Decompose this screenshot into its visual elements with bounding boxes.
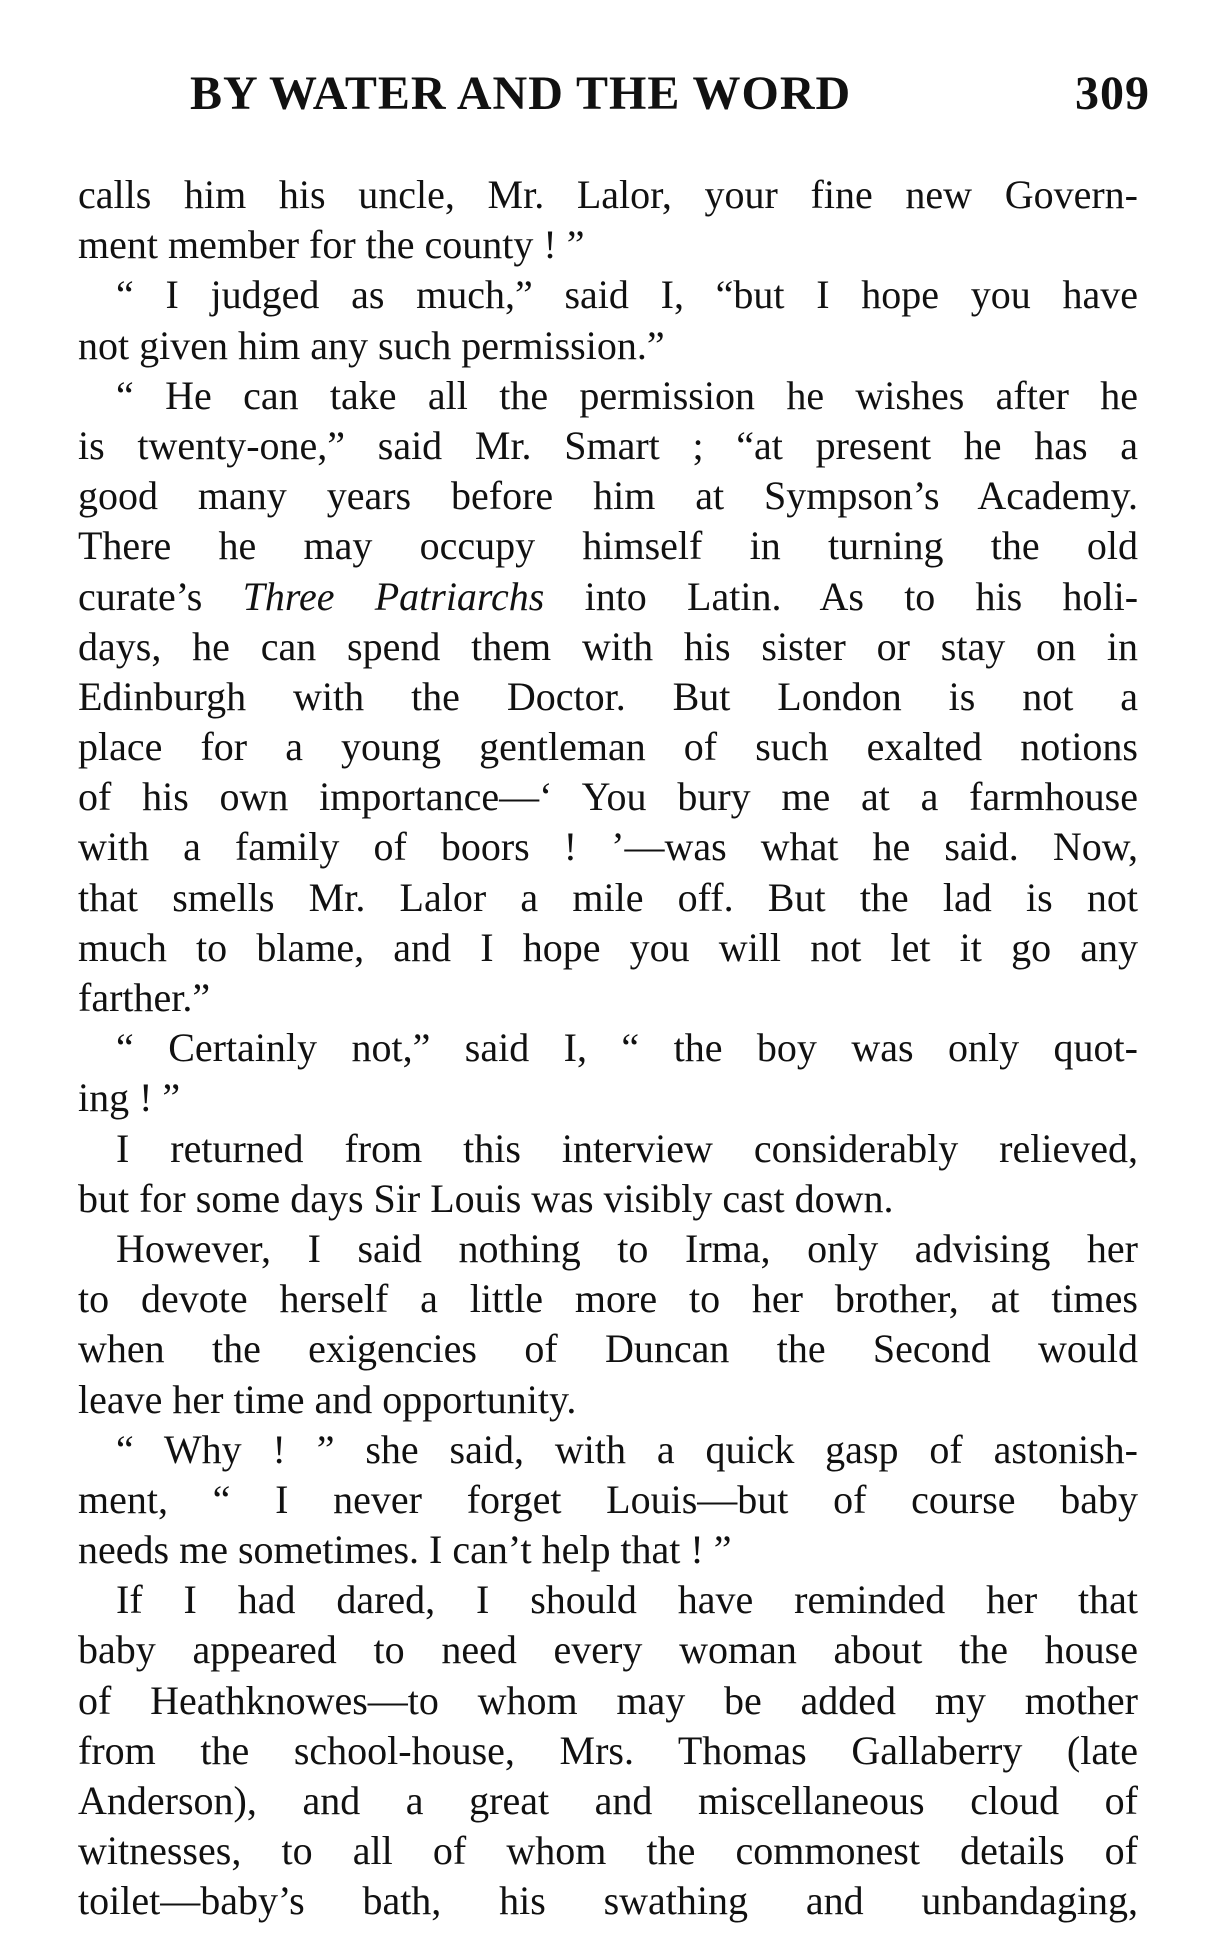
- text-line: that smells Mr. Lalor a mile off. But the lad is not: [78, 874, 1138, 920]
- text-line: However, I said nothing to Irma, only advising her: [116, 1225, 1138, 1271]
- text-line: from the school-house, Mrs. Thomas Gallaberry (late: [78, 1727, 1138, 1773]
- text-line: baby appeared to need every woman about the house: [78, 1627, 1138, 1673]
- text-line: witnesses, to all of whom the commonest details of: [78, 1828, 1138, 1874]
- text-line: ment, “ I never forget Louis—but of course baby: [78, 1476, 1138, 1522]
- text-segment: curate’s: [78, 573, 243, 619]
- running-head-title: BY WATER AND THE WORD: [190, 67, 852, 120]
- text-line: of his own importance—‘ You bury me at a farmhouse: [78, 774, 1138, 820]
- text-line: [78, 572, 1138, 622]
- text-line: I returned from this interview considerably relieved,: [116, 1125, 1138, 1171]
- text-line: Anderson), and a great and miscellaneous cloud of: [78, 1778, 1138, 1823]
- text-line: “ He can take all the permission he wishes after he: [116, 372, 1138, 418]
- text-line: of Heathknowes—to whom may be added my mother: [78, 1677, 1138, 1723]
- text-line: ment member for the county ! ”: [78, 222, 585, 268]
- running-head: [190, 66, 1150, 126]
- text-line: needs me sometimes. I can’t help that ! ”: [78, 1527, 732, 1573]
- text-segment: into Latin. As to his holi-: [544, 573, 1139, 619]
- text-line: “ Why ! ” she said, with a quick gasp of astonish-: [116, 1426, 1138, 1472]
- text-line: good many years before him at Sympson’s Academy.: [78, 473, 1138, 519]
- text-line: ing ! ”: [78, 1075, 181, 1121]
- text-line: place for a young gentleman of such exalted notions: [78, 724, 1138, 770]
- text-line: leave her time and opportunity.: [78, 1376, 577, 1422]
- text-line: If I had dared, I should have reminded her that: [116, 1577, 1138, 1623]
- text-line: when the exigencies of Duncan the Second would: [78, 1326, 1138, 1372]
- body-text: [78, 170, 1138, 1927]
- text-line: farther.”: [78, 975, 211, 1020]
- text-line: to devote herself a little more to her brother, at times: [78, 1276, 1138, 1322]
- text-line: with a family of boors ! ’—was what he said. Now,: [78, 824, 1138, 870]
- page-number: 309: [1075, 67, 1150, 120]
- text-line: is twenty-one,” said Mr. Smart ; “at present he has a: [78, 422, 1138, 468]
- book-title-italic: Three Patriarchs: [242, 573, 545, 619]
- text-line: Edinburgh with the Doctor. But London is not a: [78, 673, 1138, 719]
- text-line: toilet—baby’s bath, his swathing and unbandaging,: [78, 1878, 1138, 1924]
- text-line: days, he can spend them with his sister or stay on in: [78, 623, 1138, 669]
- text-line: “ Certainly not,” said I, “ the boy was only quot-: [116, 1025, 1138, 1071]
- text-line: much to blame, and I hope you will not let it go any: [78, 924, 1138, 970]
- text-line: “ I judged as much,” said I, “but I hope you have: [116, 272, 1138, 318]
- text-line: There he may occupy himself in turning the old: [78, 523, 1138, 569]
- text-line: calls him his uncle, Mr. Lalor, your fine new Govern-: [78, 172, 1138, 217]
- text-line: but for some days Sir Louis was visibly cast down.: [78, 1175, 894, 1221]
- text-line: not given him any such permission.”: [78, 322, 665, 368]
